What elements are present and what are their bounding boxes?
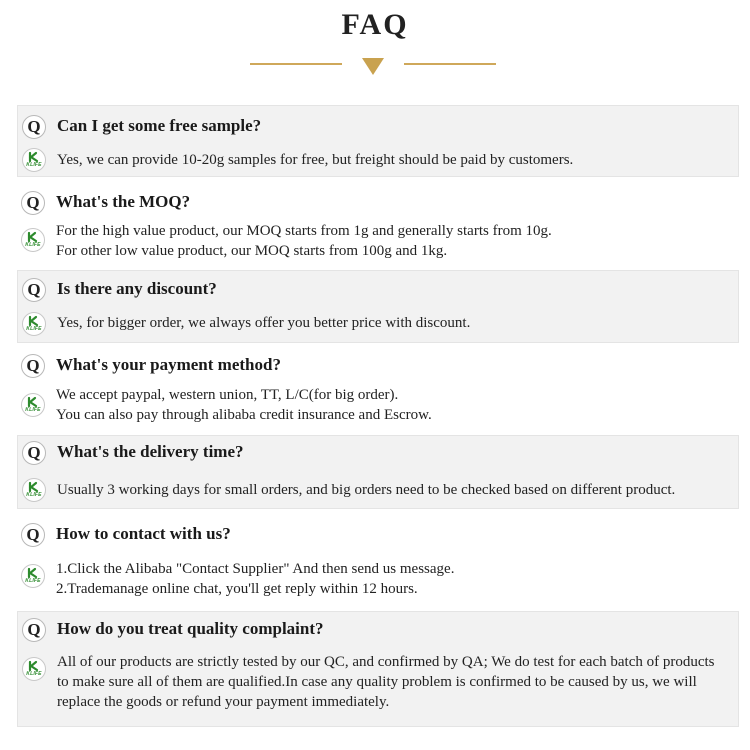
faq-item-3 [17,270,739,343]
page-title: FAQ [341,8,409,41]
klife-logo-icon: KLIFE [21,228,45,252]
klife-logo-icon: KLIFE [21,564,45,588]
faq-answer: All of our products are strictly tested by our QC, and confirmed by QA; We do test for each batch of products to make sure all of them are qualified.In case any quality problem is confirmed to be caused by us, we will replace the goods or refund your payment immediately. [57,654,715,710]
faq-question: What's your payment method? [56,355,281,374]
faq-question: Can I get some free sample? [57,116,262,135]
faq-item-2 [17,188,739,262]
faq-question: What's the delivery time? [57,442,244,461]
title-divider-left [250,63,342,65]
faq-answer: For the high value product, our MOQ starts from 1g and generally starts from 10g. For other low value product, our MOQ starts from 100g and 1kg. [56,223,552,259]
question-q-icon: Q [22,441,46,465]
faq-item-1 [17,105,739,177]
title-divider-right [404,63,496,65]
faq-item-6 [17,517,739,603]
faq-question: What's the MOQ? [56,192,191,211]
klife-logo-icon: KLIFE [22,657,46,681]
question-q-icon: Q [21,354,45,378]
faq-answer: Yes, we can provide 10-20g samples for free, but freight should be paid by customers. [57,152,574,168]
faq-answer: Usually 3 working days for small orders, and big orders need to be checked based on different product. [57,482,676,498]
faq-item-5 [17,435,739,509]
faq-question: How do you treat quality complaint? [57,619,324,638]
question-q-icon: Q [22,618,46,642]
question-q-icon: Q [22,278,46,302]
faq-item-7 [17,611,739,727]
klife-logo-icon: KLIFE [21,393,45,417]
question-q-icon: Q [22,115,46,139]
chevron-down-icon [362,58,384,75]
klife-logo-icon: KLIFE [22,312,46,336]
faq-answer: We accept paypal, western union, TT, L/C(for big order). You can also pay through alibaba credit insurance and Escrow. [56,387,432,423]
faq-question: How to contact with us? [56,524,231,543]
klife-logo-icon: KLIFE [22,478,46,502]
question-q-icon: Q [21,191,45,215]
faq-item-4 [17,350,739,428]
faq-header [0,0,750,90]
faq-answer: 1.Click the Alibaba "Contact Supplier" And then send us message. 2.Trademanage online chat, you'll get reply within 12 hours. [56,561,455,597]
question-q-icon: Q [21,523,45,547]
faq-answer: Yes, for bigger order, we always offer you better price with discount. [57,315,471,331]
klife-logo-icon: KLIFE [22,148,46,172]
faq-question: Is there any discount? [57,279,217,298]
